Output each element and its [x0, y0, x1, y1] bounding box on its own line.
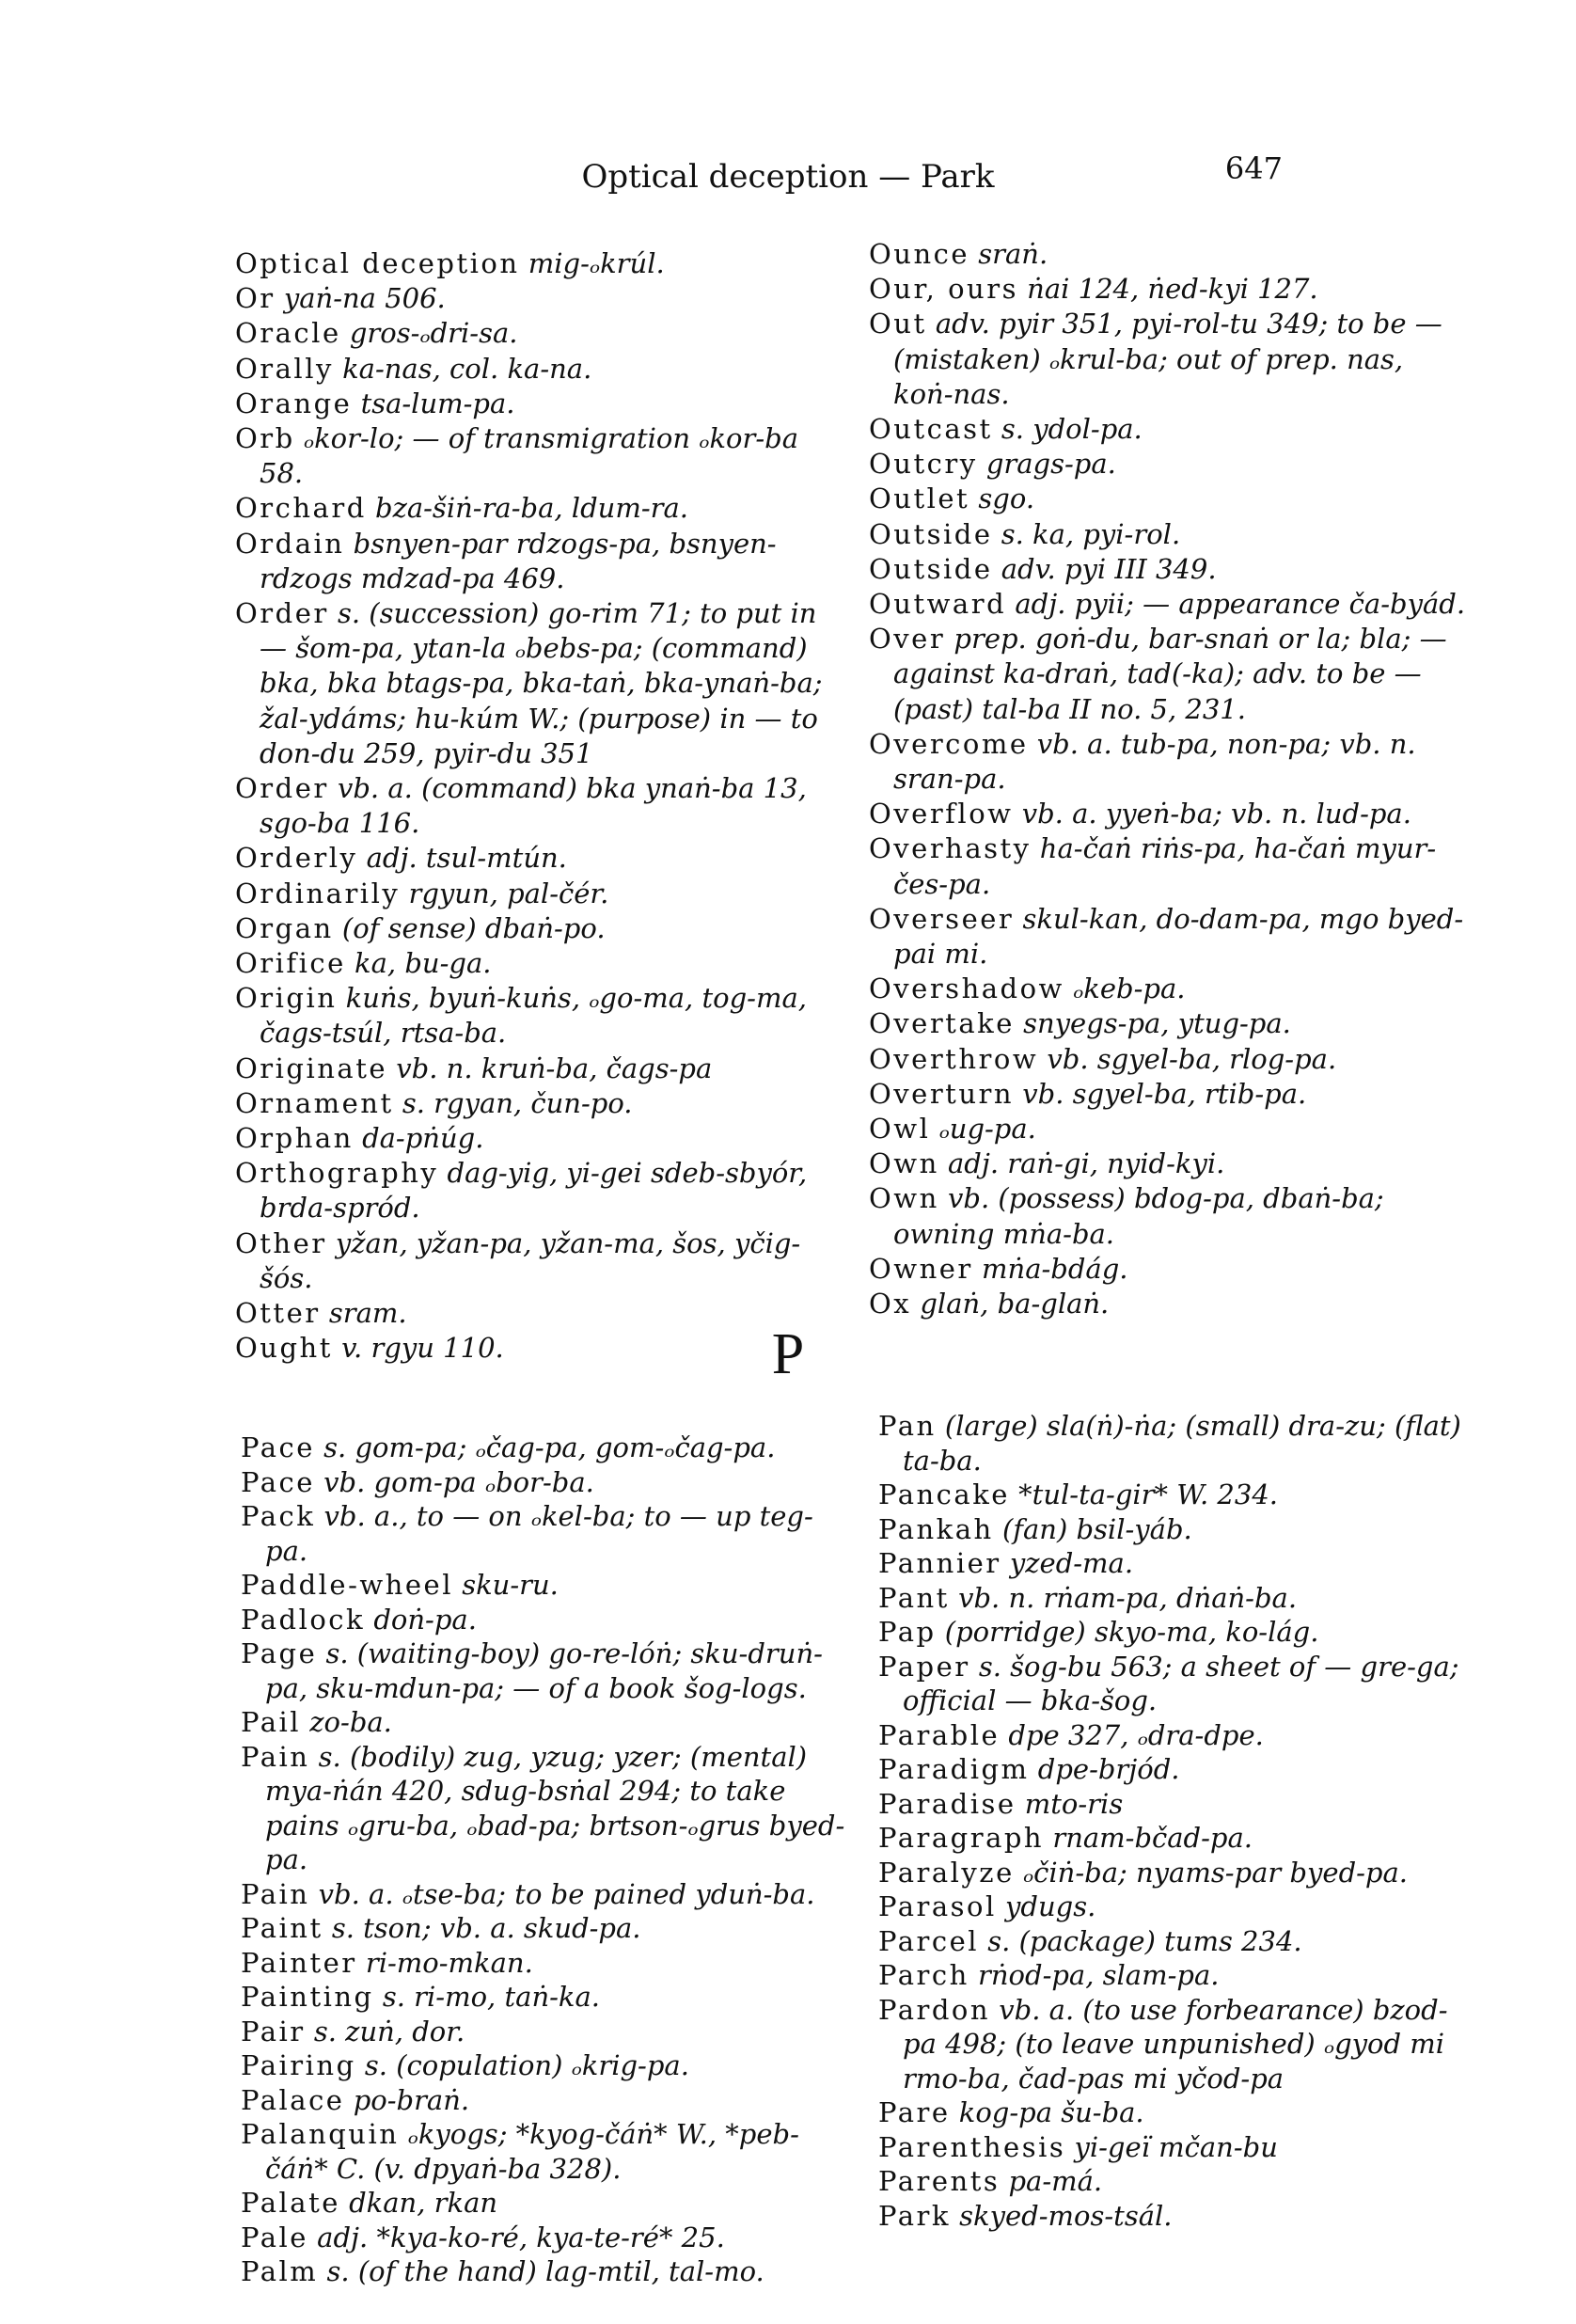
entry-headword: Pack	[241, 1500, 316, 1532]
dictionary-entry	[869, 482, 1471, 516]
entry-definition: v. rgyu 110.	[341, 1332, 504, 1365]
entry-definition: adv. pyi III 349.	[1001, 552, 1217, 585]
entry-definition: vb. (possess) bdog-pa, dbaṅ-ba; owning mṅa-ba.	[893, 1182, 1384, 1250]
entry-definition: vb. a. ₒtse-ba; to be pained yduṅ-ba.	[318, 1877, 815, 1910]
entry-headword: Orphan	[235, 1122, 354, 1155]
entry-definition: ydugs.	[1005, 1890, 1096, 1922]
entry-headword: Palate	[241, 2187, 340, 2219]
entry-headword: Pain	[241, 1877, 310, 1910]
dictionary-entry	[235, 911, 837, 946]
dictionary-entry	[869, 1181, 1471, 1251]
dictionary-entry	[241, 1568, 852, 1603]
entry-definition: rgyun, pal-čér.	[408, 877, 609, 909]
entry-definition: ₒug-pa.	[938, 1113, 1036, 1146]
dictionary-entry	[235, 877, 837, 911]
dictionary-entry	[235, 1051, 837, 1086]
entry-definition: sraṅ.	[978, 238, 1048, 270]
entry-definition: po-braṅ.	[353, 2083, 470, 2116]
entry-headword: Orderly	[235, 842, 358, 875]
dictionary-entry	[869, 831, 1471, 901]
entry-headword: Own	[869, 1147, 939, 1180]
entry-headword: Other	[235, 1226, 327, 1259]
dictionary-entry	[235, 527, 837, 596]
entry-definition: adv. pyir 351, pyi-rol-tu 349; to be — (mistaken) ₒkrul-ba; out of prep. nas, koṅ-nas.	[893, 308, 1442, 410]
entry-headword: Origin	[235, 982, 338, 1015]
dictionary-entry	[869, 307, 1471, 412]
entry-headword: Ordain	[235, 527, 345, 560]
entry-definition: kog-pa šu-ba.	[958, 2096, 1144, 2128]
entry-headword: Overturn	[869, 1077, 1015, 1110]
entry-definition: bza-šiṅ-ra-ba, ldum-ra.	[375, 492, 688, 525]
dictionary-entry	[878, 1546, 1480, 1581]
entry-headword: Pace	[241, 1431, 315, 1463]
entry-definition: vb. n. kruṅ-ba, čags-pa	[396, 1051, 713, 1084]
entry-headword: Painting	[241, 1981, 374, 2013]
dictionary-entry	[241, 1877, 852, 1912]
dictionary-entry	[235, 841, 837, 876]
entry-headword: Paragraph	[878, 1822, 1045, 1854]
dictionary-entry	[869, 237, 1471, 272]
dictionary-entry	[235, 1156, 837, 1225]
entry-definition: yžan, yžan-pa, yžan-ma, šos, yčig-šós.	[260, 1226, 801, 1294]
entry-definition: adj. *kya-ko-ré, kya-te-ré* 25.	[317, 2221, 725, 2253]
entry-definition: zo-ba.	[309, 1706, 392, 1738]
entry-definition: dag-yig, yi-gei sdeb-sbyór, brda-spród.	[260, 1157, 808, 1225]
entry-definition: (large) sla(ṅ)-ṅa; (small) dra-zu; (flat) ta-ba.	[903, 1410, 1461, 1477]
entry-definition: rṅod-pa, slam-pa.	[978, 1959, 1220, 1991]
entry-headword: Paralyze	[878, 1856, 1015, 1889]
entry-headword: Park	[878, 2199, 951, 2232]
entry-headword: Parenthesis	[878, 2130, 1066, 2163]
entry-definition: ṅai 124, ṅed-kyi 127.	[1027, 273, 1318, 306]
dictionary-entry	[235, 281, 837, 316]
entry-definition: skyed-mos-tsál.	[959, 2199, 1173, 2232]
entry-headword: Orb	[235, 422, 295, 455]
dictionary-entry	[241, 1499, 852, 1568]
dictionary-entry	[235, 1121, 837, 1156]
entry-definition: pa-má.	[1008, 2165, 1103, 2197]
entry-definition: s. ka, pyi-rol.	[1001, 517, 1181, 550]
entry-headword: Outside	[869, 552, 993, 585]
entry-definition: ₒkyogs; *kyog-čáṅ* W., *peb-čáṅ* C. (v. dpyaṅ-ba 328).	[265, 2118, 799, 2185]
entry-headword: Outward	[869, 588, 1007, 621]
entry-headword: Pardon	[878, 1993, 991, 2026]
dictionary-entry	[878, 1752, 1480, 1787]
dictionary-entry	[241, 2117, 852, 2186]
entry-definition: s. rgyan, čun-po.	[402, 1086, 633, 1119]
entry-headword: Organ	[235, 911, 334, 944]
entry-definition: ha-čaṅ riṅs-pa, ha-čaṅ myur-čes-pa.	[893, 832, 1437, 900]
entry-definition: bsnyen-par rdzogs-pa, bsnyen-rdzogs mdzad-pa 469.	[260, 527, 777, 594]
dictionary-entry	[869, 552, 1471, 587]
entry-definition: (porridge) skyo-ma, ko-lág.	[944, 1616, 1319, 1648]
entry-headword: Palm	[241, 2255, 319, 2287]
dictionary-entry	[869, 1042, 1471, 1077]
entry-definition: s. (package) tums 234.	[987, 1924, 1302, 1957]
dictionary-entry	[878, 1615, 1480, 1650]
entry-headword: Parable	[878, 1718, 1001, 1751]
dictionary-entry	[241, 2083, 852, 2118]
entry-definition: yaṅ-na 506.	[283, 282, 446, 315]
entry-headword: Pap	[878, 1616, 937, 1648]
entry-definition: ₒkeb-pa.	[1073, 972, 1186, 1005]
dictionary-entry	[235, 1086, 837, 1121]
dictionary-entry	[869, 412, 1471, 447]
dictionary-entry	[878, 1993, 1480, 2096]
entry-definition: adj. tsul-mtún.	[366, 842, 567, 875]
dictionary-entry	[878, 2199, 1480, 2234]
entry-headword: Orifice	[235, 947, 346, 980]
dictionary-entry	[235, 981, 837, 1051]
entry-definition: mto-ris	[1024, 1787, 1124, 1820]
entry-definition: rnam-bčad-pa.	[1052, 1822, 1253, 1854]
entry-headword: Our, ours	[869, 273, 1018, 306]
dictionary-entry	[878, 1924, 1480, 1959]
entry-headword: Parasol	[878, 1890, 997, 1922]
entry-definition: yzed-ma.	[1009, 1547, 1134, 1579]
dictionary-entry	[869, 1077, 1471, 1112]
entry-definition: vb. sgyel-ba, rtib-pa.	[1022, 1077, 1307, 1110]
entry-headword: Owl	[869, 1113, 931, 1146]
entry-definition: da-pṅúg.	[362, 1122, 484, 1155]
entry-headword: Parch	[878, 1959, 969, 1991]
entry-headword: Pairing	[241, 2049, 356, 2081]
entry-headword: Overshadow	[869, 972, 1064, 1005]
dictionary-entry	[878, 2095, 1480, 2130]
entry-headword: Pan	[878, 1410, 937, 1442]
entry-definition: ₒkor-lo; — of transmigration ₒkor-ba 58.	[260, 422, 798, 490]
entry-definition: mṅa-bdág.	[982, 1252, 1128, 1285]
entry-definition: ka, bu-ga.	[355, 947, 492, 980]
dictionary-entry	[869, 517, 1471, 552]
entry-headword: Pant	[878, 1581, 950, 1614]
entry-headword: Ornament	[235, 1086, 394, 1119]
entry-definition: ₒčiṅ-ba; nyams-par byed-pa.	[1022, 1856, 1409, 1889]
dictionary-entry	[878, 1478, 1480, 1512]
entry-headword: Pair	[241, 2015, 306, 2047]
dictionary-entry	[878, 1958, 1480, 1993]
dictionary-entry	[869, 1146, 1471, 1181]
entry-definition: (fan) bsil-yáb.	[1001, 1512, 1192, 1545]
entry-headword: Orchard	[235, 492, 367, 525]
dictionary-entry	[869, 1006, 1471, 1041]
entry-definition: (of sense) dbaṅ-po.	[341, 911, 606, 944]
dictionary-entry	[878, 1650, 1480, 1718]
entry-definition: dpe 327, ₒdra-dpe.	[1008, 1718, 1264, 1751]
entry-headword: Ordinarily	[235, 877, 401, 909]
dictionary-entry	[241, 1603, 852, 1637]
dictionary-entry	[869, 587, 1471, 622]
entry-definition: kuṅs, byuṅ-kuṅs, ₒgo-ma, tog-ma, čags-tsúl, rtsa-ba.	[260, 982, 807, 1050]
entry-headword: Order	[235, 597, 329, 630]
dictionary-entry	[869, 1287, 1471, 1321]
entry-definition: glaṅ, ba-glaṅ.	[920, 1288, 1110, 1320]
dictionary-entry	[241, 1636, 852, 1705]
entry-headword: Pain	[241, 1740, 310, 1773]
dictionary-entry	[869, 447, 1471, 482]
dictionary-entry	[878, 1889, 1480, 1924]
dictionary-entry	[235, 491, 837, 526]
entry-headword: Paddle-wheel	[241, 1569, 453, 1601]
running-head-title: Optical deception — Park	[581, 158, 995, 196]
entry-definition: *tul-ta-gir* W. 234.	[1018, 1478, 1278, 1510]
entry-headword: Owner	[869, 1252, 973, 1285]
section-letter-heading: P	[771, 1322, 805, 1386]
dictionary-entry	[878, 1856, 1480, 1890]
dictionary-entry	[235, 421, 837, 491]
page-number: 647	[1224, 150, 1283, 186]
entry-headword: Pace	[241, 1465, 315, 1498]
dictionary-entry	[241, 1911, 852, 1946]
dictionary-entry	[235, 246, 837, 281]
dictionary-entry	[241, 1465, 852, 1500]
dictionary-entry	[878, 1581, 1480, 1616]
entry-definition: gros-ₒdri-sa.	[349, 317, 518, 350]
entry-headword: Orthography	[235, 1157, 439, 1190]
entry-definition: s. gom-pa; ₒčag-pa, gom-ₒčag-pa.	[323, 1431, 776, 1463]
entry-headword: Outcry	[869, 448, 978, 481]
dictionary-entry	[235, 316, 837, 351]
entry-definition: sku-ru.	[462, 1569, 559, 1601]
dictionary-entry	[869, 797, 1471, 831]
entry-definition: vb. a., to — on ₒkel-ba; to — up teg-pa.	[265, 1500, 813, 1567]
entry-definition: ri-mo-mkan.	[365, 1946, 533, 1979]
dictionary-entry	[241, 1946, 852, 1981]
dictionary-entry	[235, 946, 837, 981]
entry-headword: Padlock	[241, 1603, 366, 1636]
entry-definition: vb. a. (to use forbearance) bzod-pa 498; (to leave unpunished) ₒgyod mi rmo-ba, čad-pas mi yčod-pa	[903, 1993, 1448, 2095]
entry-definition: dkan, rkan	[349, 2187, 498, 2219]
entry-headword: Orange	[235, 387, 353, 419]
dictionary-entry	[241, 1431, 852, 1465]
entry-definition: s. (copulation) ₒkrig-pa.	[364, 2049, 689, 2081]
entry-definition: vb. a. tub-pa, non-pa; vb. n. sran-pa.	[893, 727, 1416, 796]
dictionary-entry	[241, 1705, 852, 1740]
entry-headword: Own	[869, 1182, 939, 1215]
entry-headword: Pare	[878, 2096, 951, 2128]
entry-headword: Over	[869, 623, 946, 656]
entry-definition: s. (waiting-boy) go-re-lóṅ; sku-druṅ-pa, sku-mdun-pa; — of a book šog-logs.	[265, 1637, 823, 1704]
dictionary-entry	[241, 2048, 852, 2083]
entry-definition: s. ydol-pa.	[1001, 413, 1143, 446]
entry-definition: snyegs-pa, ytug-pa.	[1023, 1007, 1291, 1040]
entry-headword: Paper	[878, 1650, 970, 1683]
entry-definition: sgo.	[978, 482, 1035, 515]
entry-headword: Optical deception	[235, 247, 520, 279]
column-p-right	[878, 1409, 1480, 2233]
dictionary-entry	[869, 622, 1471, 727]
entry-definition: vb. n. rṅam-pa, dṅaṅ-ba.	[958, 1581, 1298, 1614]
entry-definition: sram.	[328, 1297, 407, 1330]
dictionary-entry	[869, 972, 1471, 1006]
dictionary-entry	[241, 2186, 852, 2221]
dictionary-entry	[235, 352, 837, 387]
dictionary-entry	[235, 596, 837, 771]
dictionary-entry	[241, 1980, 852, 2015]
entry-headword: Paradise	[878, 1787, 1017, 1820]
entry-headword: Out	[869, 308, 927, 340]
entry-definition: dpe-brjód.	[1037, 1753, 1180, 1785]
dictionary-entry	[241, 2221, 852, 2255]
entry-headword: Palace	[241, 2083, 345, 2116]
entry-headword: Overflow	[869, 798, 1014, 830]
entry-headword: Overtake	[869, 1007, 1015, 1040]
dictionary-entry	[878, 1409, 1480, 1478]
dictionary-entry	[878, 1821, 1480, 1856]
entry-headword: Paint	[241, 1912, 323, 1944]
entry-definition: vb. gom-pa ₒbor-ba.	[323, 1465, 594, 1498]
entry-definition: s. šog-bu 563; a sheet of — gre-ga; official — bka-šog.	[903, 1650, 1459, 1716]
entry-definition: skul-kan, do-dam-pa, mgo byed-pai mi.	[893, 902, 1464, 971]
entry-definition: ka-nas, col. ka-na.	[342, 352, 592, 385]
dictionary-entry	[869, 272, 1471, 307]
entry-definition: grags-pa.	[985, 448, 1116, 481]
entry-headword: Pale	[241, 2221, 308, 2253]
entry-headword: Parcel	[878, 1924, 980, 1957]
dictionary-entry	[878, 1718, 1480, 1753]
entry-headword: Overhasty	[869, 832, 1032, 865]
entry-definition: s. ri-mo, taṅ-ka.	[382, 1981, 600, 2013]
entry-definition: adj. raṅ-gi, nyid-kyi.	[948, 1147, 1225, 1180]
dictionary-entry	[869, 1252, 1471, 1287]
entry-headword: Paradigm	[878, 1753, 1030, 1785]
entry-definition: vb. a. (command) bka ynaṅ-ba 13, sgo-ba 116.	[260, 772, 807, 840]
entry-headword: Pankah	[878, 1512, 994, 1545]
column-p-left	[241, 1431, 852, 2289]
entry-headword: Order	[235, 772, 329, 805]
entry-definition: adj. pyii; — appearance ča-byád.	[1015, 588, 1466, 621]
dictionary-entry	[235, 387, 837, 421]
entry-headword: Ox	[869, 1288, 912, 1320]
entry-headword: Originate	[235, 1051, 388, 1084]
entry-definition: yi-geï mčan-bu	[1074, 2130, 1278, 2163]
entry-definition: prep. goṅ-du, bar-snaṅ or la; bla; — against ka-draṅ, tad(-ka); adv. to be — (past) tal-ba II no. 5, 231.	[893, 623, 1447, 725]
entry-definition: mig-ₒkrúl.	[528, 247, 665, 279]
dictionary-entry	[235, 1226, 837, 1296]
entry-definition: s. zuṅ, dor.	[313, 2015, 465, 2047]
entry-headword: Overcome	[869, 727, 1029, 760]
dictionary-entry	[235, 771, 837, 841]
dictionary-entry	[241, 1740, 852, 1877]
entry-definition: s. (bodily) zug, yzug; yzer; (mental) mya-ṅán 420, sdug-bsṅal 294; to take pains ₒgru-ba, ₒbad-pa; brtson-ₒgrus byed-pa.	[265, 1740, 845, 1875]
entry-headword: Parents	[878, 2165, 1001, 2197]
entry-headword: Pail	[241, 1706, 302, 1738]
entry-headword: Painter	[241, 1946, 357, 1979]
dictionary-entry	[869, 902, 1471, 972]
dictionary-entry	[878, 1787, 1480, 1822]
entry-headword: Outlet	[869, 482, 970, 515]
entry-definition: s. (succession) go-rim 71; to put in — šom-pa, ytan-la ₒbebs-pa; (command) bka, bka btags-pa, bka-taṅ, bka-ynaṅ-ba; žal-ydáms; hu-kúm W.; (purpose) in — to don-du 259, pyir-du 351	[260, 597, 823, 769]
entry-definition: vb. a. yyeṅ-ba; vb. n. lud-pa.	[1021, 798, 1411, 830]
entry-headword: Outcast	[869, 413, 993, 446]
dictionary-entry	[878, 1512, 1480, 1547]
entry-headword: Outside	[869, 517, 993, 550]
dictionary-entry	[241, 2254, 852, 2289]
entry-headword: Ought	[235, 1332, 333, 1365]
entry-headword: Or	[235, 282, 276, 315]
column-o-left	[235, 246, 837, 1367]
entry-definition: s. (of the hand) lag-mtil, tal-mo.	[326, 2255, 764, 2287]
entry-definition: doṅ-pa.	[373, 1603, 477, 1636]
dictionary-entry	[878, 2130, 1480, 2165]
entry-headword: Overseer	[869, 902, 1015, 935]
running-header	[0, 150, 1576, 205]
column-o-right	[869, 237, 1471, 1321]
entry-definition: tsa-lum-pa.	[360, 387, 515, 419]
dictionary-entry	[878, 2164, 1480, 2199]
dictionary-entry	[869, 1112, 1471, 1146]
entry-definition: s. tson; vb. a. skud-pa.	[331, 1912, 641, 1944]
entry-headword: Overthrow	[869, 1042, 1039, 1075]
entry-headword: Page	[241, 1637, 318, 1669]
dictionary-entry	[869, 727, 1471, 797]
dictionary-entry	[241, 2015, 852, 2049]
entry-headword: Orally	[235, 352, 334, 385]
entry-definition: vb. sgyel-ba, rlog-pa.	[1047, 1042, 1337, 1075]
entry-headword: Ounce	[869, 238, 970, 270]
entry-headword: Palanquin	[241, 2118, 400, 2150]
entry-headword: Pannier	[878, 1547, 1001, 1579]
entry-headword: Pancake	[878, 1478, 1010, 1510]
entry-headword: Oracle	[235, 317, 341, 350]
entry-headword: Otter	[235, 1297, 321, 1330]
